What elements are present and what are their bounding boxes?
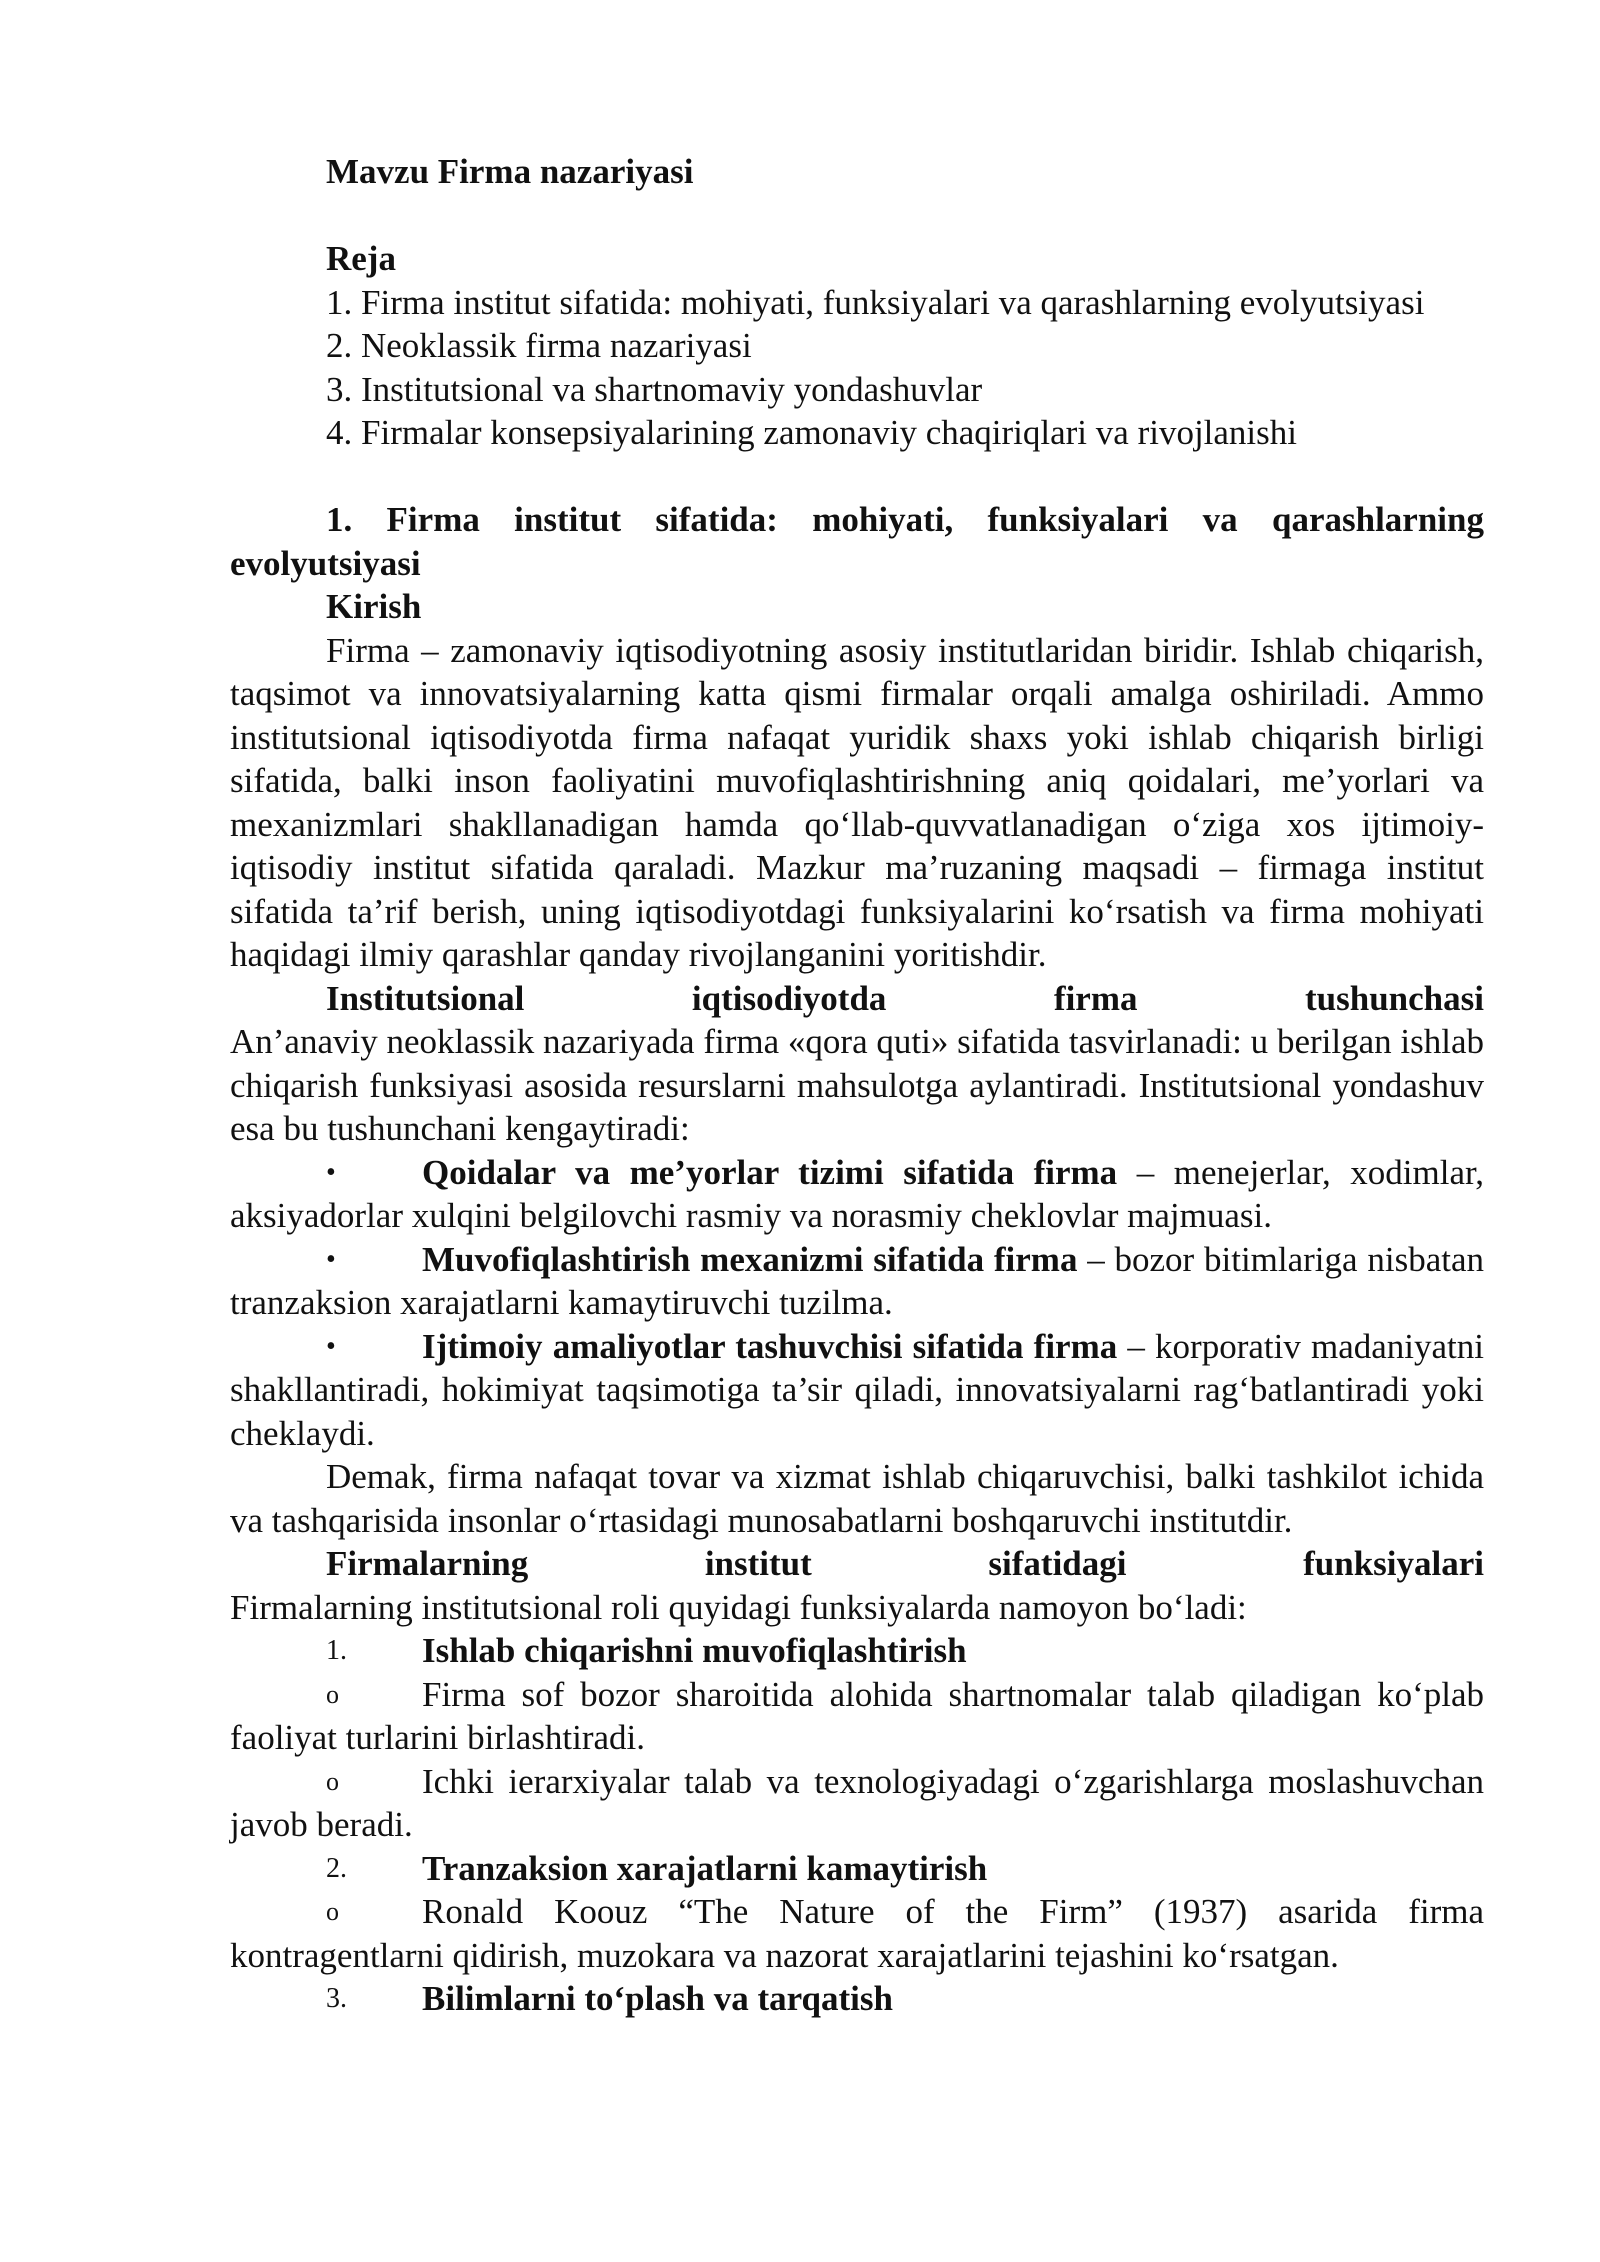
- function-subitem: [230, 1673, 1484, 1760]
- function-item: [230, 1977, 1484, 2021]
- bullet-item: [230, 1151, 1484, 1238]
- conclusion-paragraph: Demak, firma nafaqat tovar va xizmat ishlab chiqaruvchisi, balki tashkilot ichida va tashqarisida insonlar o‘rtasidagi munosabatlarni boshqaruvchi institutdir.: [230, 1457, 1484, 1540]
- plan-heading: Reja: [326, 239, 396, 278]
- function-item: [230, 1629, 1484, 1673]
- function-subitem: [230, 1760, 1484, 1847]
- function-subitem-text: Firma sof bozor sharoitida alohida shartnomalar talab qiladigan ko‘plab faoliyat turlarini birlashtiradi.: [230, 1674, 1484, 1757]
- bullet-icon: •: [326, 1330, 336, 1362]
- intro-paragraph: Firma – zamonaviy iqtisodiyotning asosiy institutlaridan biridir. Ishlab chiqarish, taqsimot va innovatsiyalarning katta qismi firmalar orqali amalga oshiriladi. Ammo institutsional iqtisodiyotda firma nafaqat yuridik shaxs yoki ishlab chiqarish birligi sifatida, balki inson faoliyatini muvofiqlashtirishning aniq qoidalari, me’yorlari va mexanizmlari shakllanadigan hamda qo‘llab-quvvatlanadigan o‘ziga xos ijtimoiy-iqtisodiy institut sifatida qaraladi. Mazkur ma’ruzaning maqsadi – firmaga institut sifatida ta’rif berish, uning iqtisodiyotdagi funksiyalarini ko‘rsatish va firma mohiyati haqidagi ilmiy qarashlar qanday rivojlanganini yoritishdir.: [230, 630, 1484, 974]
- bullet-text: – korporativ madaniyatni shakllantiradi, hokimiyat taqsimotiga ta’sir qiladi, innovatsiyalarni rag‘batlantiradi yoki cheklaydi.: [230, 1326, 1484, 1453]
- bullet-icon: •: [326, 1156, 336, 1188]
- function-item: [230, 1847, 1484, 1891]
- function-title: Bilimlarni to‘plash va tarqatish: [422, 1979, 893, 2018]
- function-number: 1.: [326, 1635, 347, 1666]
- functions-intro: Firmalarning institutsional roli quyidagi funksiyalarda namoyon bo‘ladi:: [230, 1587, 1247, 1627]
- circle-bullet-icon: o: [326, 1679, 339, 1709]
- bullet-lead: Qoidalar va me’yorlar tizimi sifatida firma: [422, 1152, 1118, 1192]
- document-page: [230, 150, 1484, 2021]
- plan-item-1: 1. Firma institut sifatida: mohiyati, funksiyalari va qarashlarning evolyutsiyasi: [326, 282, 1425, 322]
- bullet-text: – bozor bitimlariga nisbatan tranzaksion xarajatlarni kamaytiruvchi tuzilma.: [230, 1239, 1484, 1322]
- function-subitem-text: Ichki ierarxiyalar talab va texnologiyadagi o‘zgarishlarga moslashuvchan javob beradi.: [230, 1761, 1484, 1844]
- bullet-lead: Muvofiqlashtirish mexanizmi sifatida firma: [422, 1239, 1078, 1279]
- function-subitem: [230, 1890, 1484, 1977]
- function-title: Ishlab chiqarishni muvofiqlashtirish: [422, 1631, 967, 1670]
- document-title: Mavzu Firma nazariyasi: [326, 152, 694, 191]
- concept-heading: Institutsional iqtisodiyotda firma tushunchasi: [326, 978, 1484, 1018]
- bullet-item: [230, 1325, 1484, 1456]
- function-title: Tranzaksion xarajatlarni kamaytirish: [422, 1848, 988, 1888]
- plan-item-3: 3. Institutsional va shartnomaviy yondashuvlar: [326, 369, 983, 409]
- section-1-heading: 1. Firma institut sifatida: mohiyati, funksiyalari va qarashlarning evolyutsiyasi: [230, 500, 1484, 583]
- function-number: 2.: [326, 1852, 347, 1884]
- functions-heading: Firmalarning institut sifatidagi funksiyalari: [326, 1544, 1484, 1583]
- function-subitem-text: Ronald Koouz “The Nature of the Firm” (1937) asarida firma kontragentlarni qidirish, muzokara va nazorat xarajatlarini tejashini ko‘rsatgan.: [230, 1892, 1484, 1975]
- bullet-item: [230, 1238, 1484, 1325]
- plan-item-2: 2. Neoklassik firma nazariyasi: [326, 326, 752, 365]
- circle-bullet-icon: o: [326, 1897, 339, 1926]
- function-number: 3.: [326, 1983, 347, 2014]
- bullet-lead: Ijtimoiy amaliyotlar tashuvchisi sifatida firma: [422, 1326, 1118, 1366]
- bullet-icon: •: [326, 1243, 336, 1275]
- concept-paragraph: An’anaviy neoklassik nazariyada firma «qora quti» sifatida tasvirlanadi: u berilgan ishlab chiqarish funksiyasi asosida resurslarni mahsulotga aylantiradi. Institutsional yondashuv esa bu tushunchani kengaytiradi:: [230, 1022, 1484, 1148]
- circle-bullet-icon: o: [326, 1766, 339, 1796]
- bullet-text: – menejerlar, xodimlar, aksiyadorlar xulqini belgilovchi rasmiy va norasmiy cheklovlar majmuasi.: [230, 1152, 1484, 1235]
- plan-item-4: 4. Firmalar konsepsiyalarining zamonaviy chaqiriqlari va rivojlanishi: [326, 413, 1297, 452]
- intro-heading: Kirish: [326, 587, 422, 626]
